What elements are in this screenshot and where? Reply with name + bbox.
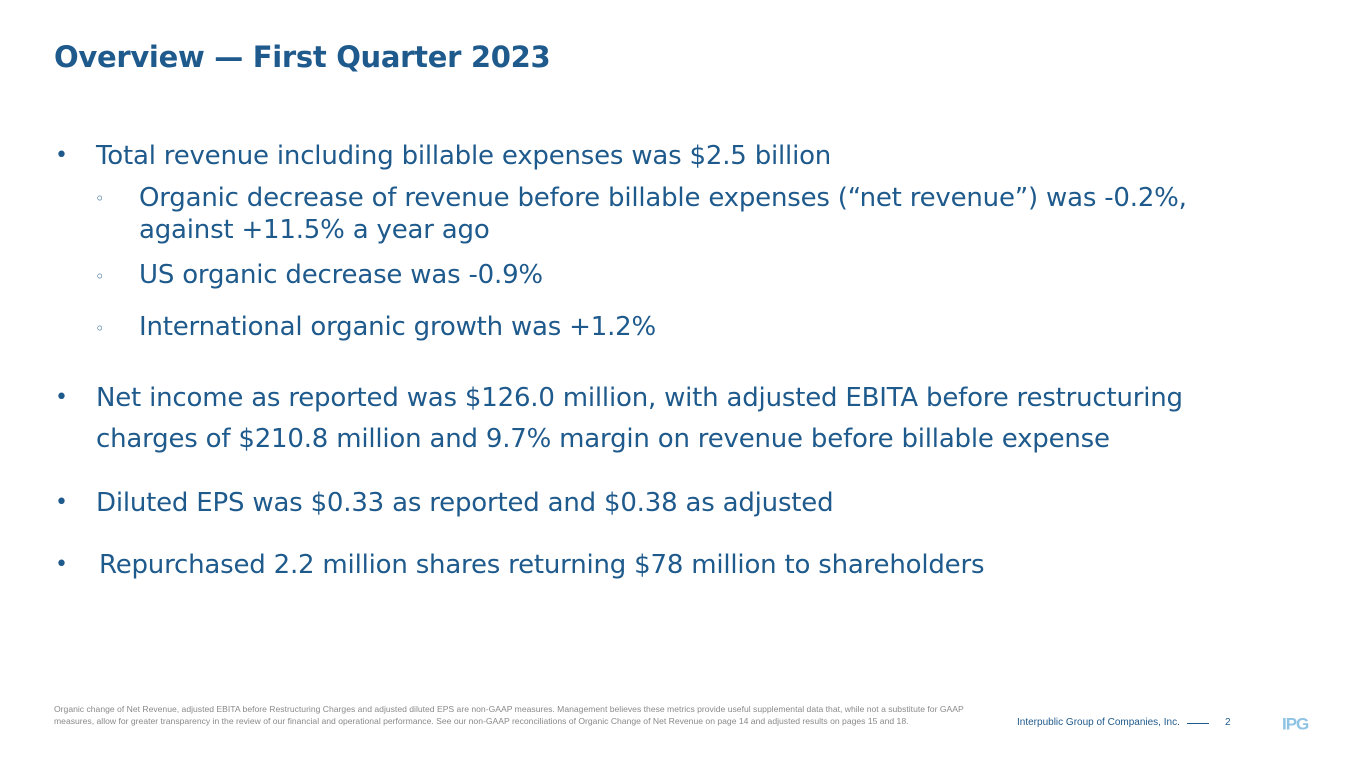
- bullet-marker: •: [55, 385, 68, 410]
- sub-bullet-text-organic-line1: Organic decrease of revenue before billable expenses (“net revenue”) was -0.2%,: [139, 183, 1187, 213]
- page-number: 2: [1225, 717, 1231, 728]
- sub-bullet-marker: ◦: [95, 319, 105, 338]
- bullet-text-net-income-line1: Net income as reported was $126.0 million, with adjusted EBITA before restructuring: [96, 383, 1183, 413]
- bullet-marker: •: [55, 490, 68, 515]
- bullet-text-repurchased-shares: Repurchased 2.2 million shares returning $78 million to shareholders: [99, 550, 985, 580]
- non-gaap-footnote: Organic change of Net Revenue, adjusted EBITA before Restructuring Charges and adjusted diluted EPS are non-GAAP measures. Management believes these metrics provide useful supplemental data that, while not a substitute for GAAP measures, allow for greater transparency in the review of our financial and operational performance. See our non-GAAP reconciliations of Organic Change of Net Revenue on page 14 and adjusted results on pages 15 and 18.: [54, 704, 964, 726]
- sub-bullet-text-international-organic: International organic growth was +1.2%: [139, 312, 657, 342]
- sub-bullet-text-organic-line2: against +11.5% a year ago: [139, 215, 490, 245]
- svg-text:IPG: IPG: [1282, 715, 1309, 732]
- ipg-logo-icon: [1282, 715, 1314, 732]
- sub-bullet-marker: ◦: [95, 189, 105, 208]
- footer-divider: [1187, 723, 1209, 724]
- bullet-marker: •: [55, 143, 68, 168]
- footer-company-name: Interpublic Group of Companies, Inc.: [1017, 717, 1180, 728]
- slide-title: Overview — First Quarter 2023: [54, 40, 551, 74]
- bullet-marker: •: [55, 552, 68, 577]
- sub-bullet-text-us-organic: US organic decrease was -0.9%: [139, 260, 543, 290]
- sub-bullet-marker: ◦: [95, 267, 105, 286]
- bullet-text-total-revenue: Total revenue including billable expenses was $2.5 billion: [96, 141, 832, 171]
- bullet-text-net-income-line2: charges of $210.8 million and 9.7% margin on revenue before billable expense: [96, 424, 1110, 454]
- bullet-text-diluted-eps: Diluted EPS was $0.33 as reported and $0.38 as adjusted: [96, 488, 834, 518]
